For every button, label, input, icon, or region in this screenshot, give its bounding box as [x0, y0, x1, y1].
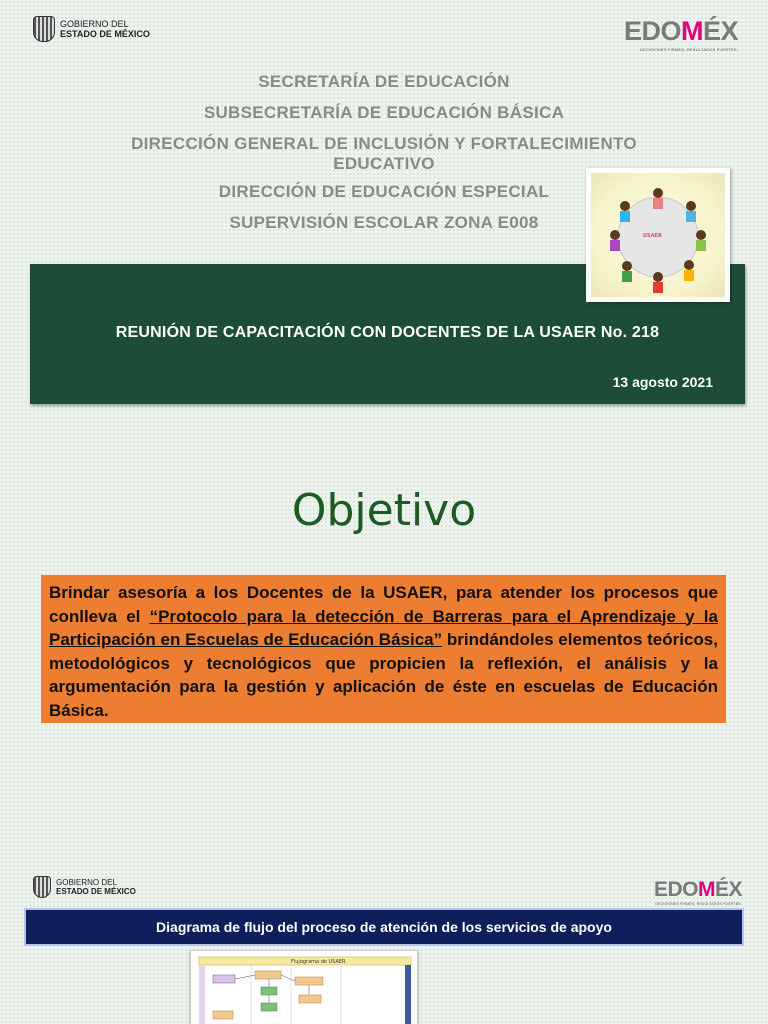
slide-cover: [0, 0, 768, 440]
gov-logo-line2: ESTADO DE MÉXICO: [56, 887, 136, 896]
edomex-wordmark: EDOMÉX: [623, 16, 738, 46]
edomex-tagline: DECISIONES FIRMES, RESULTADOS FUERTES.: [655, 902, 742, 906]
gov-logo-line1: GOBIERNO DEL: [56, 878, 117, 887]
objective-text-part1: Brindar asesoría a los Docentes de la USAER, para atender los procesos que conlleva el: [49, 583, 718, 626]
gobierno-estado-mexico-logo-small: [33, 876, 136, 898]
gobierno-estado-mexico-logo: [33, 16, 150, 42]
children-circle-icon: [591, 173, 725, 297]
heading-secretaria: SECRETARÍA DE EDUCACIÓN: [258, 72, 510, 91]
objective-protocol-title: “Protocolo para la detección de Barreras para el Aprendizaje y la Participación en Escuelas de Educación Básica”: [49, 606, 718, 649]
gov-logo-line2: ESTADO DE MÉXICO: [60, 29, 150, 39]
usaer-label: USAER: [643, 233, 662, 239]
meeting-date: 13 agosto 2021: [612, 374, 713, 390]
edomex-logo: [624, 16, 738, 52]
flow-diagram-title-bar: Diagrama de flujo del proceso de atención de los servicios de apoyo: [24, 908, 744, 946]
usaer-children-illustration: [586, 168, 730, 302]
heading-direccion-especial: DIRECCIÓN DE EDUCACIÓN ESPECIAL: [218, 182, 550, 201]
edomex-wordmark: EDOMÉX: [653, 878, 742, 901]
meeting-title: REUNIÓN DE CAPACITACIÓN CON DOCENTES DE LA USAER No. 218: [115, 324, 660, 341]
objetivo-title: Objetivo: [291, 485, 477, 536]
estado-de-mexico-seal-icon: [33, 16, 55, 42]
slide-diagrama-flujo: [0, 860, 768, 1024]
flow-header-label: Flujograma de USAER: [291, 959, 346, 965]
heading-subsecretaria: SUBSECRETARÍA DE EDUCACIÓN BÁSICA: [203, 103, 565, 122]
slide-objetivo: [0, 440, 768, 840]
edomex-logo-small: [654, 878, 742, 906]
objective-text-part2: brindándoles elementos teóricos, metodológicos y tecnológicos que propicien la reflexión, el análisis y la argumentación para la gestión y aplicación de éste en escuelas de Educación Básica.: [49, 630, 718, 720]
flow-diagram-thumbnail: [190, 950, 418, 1024]
heading-direccion-general: DIRECCIÓN GENERAL DE INCLUSIÓN Y FORTALECIMIENTO EDUCATIVO: [131, 134, 637, 173]
flowchart-icon: [191, 951, 418, 1024]
edomex-tagline: DECISIONES FIRMES, RESULTADOS FUERTES.: [639, 47, 738, 52]
heading-supervision: SUPERVISIÓN ESCOLAR ZONA E008: [229, 213, 539, 232]
objetivo-text-box: [41, 575, 726, 723]
gov-logo-line1: GOBIERNO DEL: [60, 19, 129, 29]
estado-de-mexico-seal-icon: [33, 876, 51, 898]
